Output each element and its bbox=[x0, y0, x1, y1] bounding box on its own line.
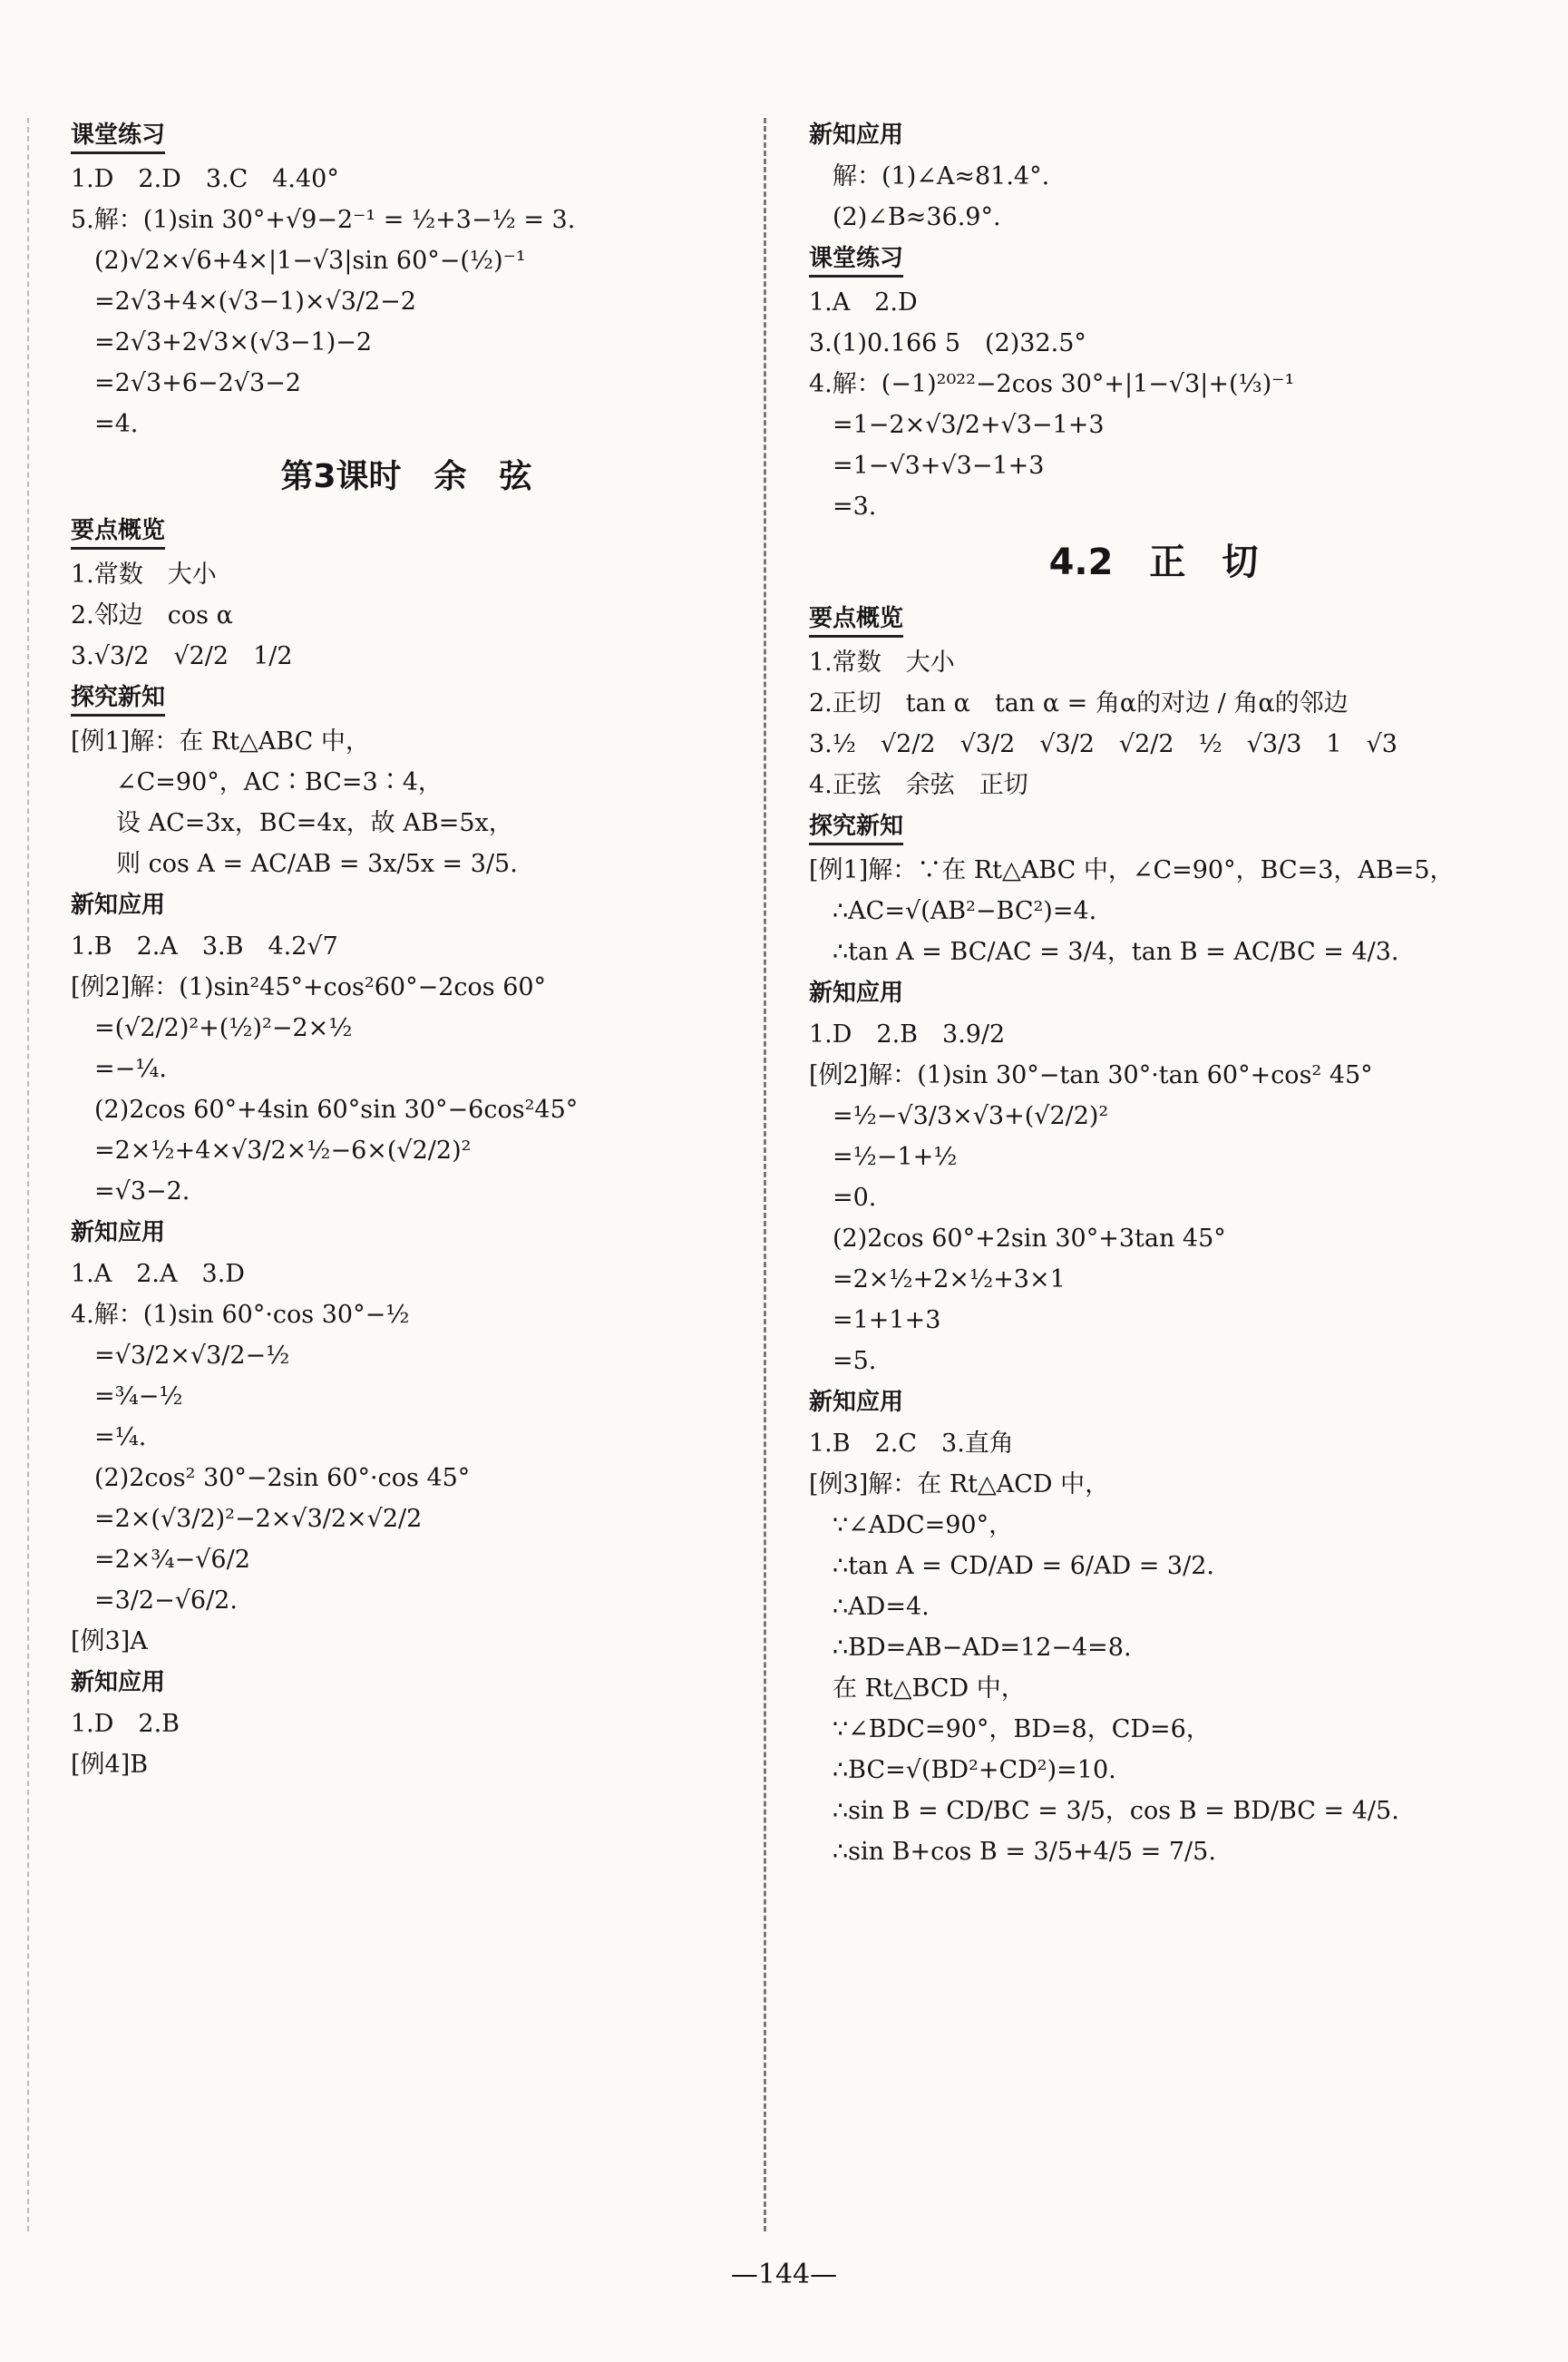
answer-line: =√3−2. bbox=[94, 1177, 190, 1205]
answer-line: =2×½+4×√3/2×½−6×(√2/2)² bbox=[94, 1137, 472, 1165]
answer-line: ∴sin B+cos B = 3/5+4/5 = 7/5. bbox=[833, 1838, 1216, 1866]
answer-line: =2√3+6−2√3−2 bbox=[94, 369, 301, 397]
answer-line: 1.常数 大小 bbox=[71, 561, 217, 589]
answer-line: ∴tan A = CD/AD = 6/AD = 3/2. bbox=[833, 1552, 1214, 1580]
answer-line: (2)2cos² 30°−2sin 60°·cos 45° bbox=[94, 1464, 471, 1492]
answer-line: 1.D 2.B bbox=[71, 1710, 180, 1738]
answer-line: 在 Rt△BCD 中， bbox=[833, 1674, 1026, 1703]
answer-line: 1.A 2.A 3.D bbox=[71, 1260, 245, 1288]
answer-line: (2)2cos 60°+2sin 30°+3tan 45° bbox=[833, 1225, 1226, 1253]
right-column bbox=[809, 114, 1498, 1872]
answer-line: 1.常数 大小 bbox=[809, 649, 955, 677]
answer-line: =3. bbox=[833, 493, 877, 521]
answer-line: ∴AC=√(AB²−BC²)=4. bbox=[833, 897, 1097, 925]
answer-line: ∠C=90°，AC∶BC=3∶4， bbox=[116, 768, 443, 796]
answer-line: =−¼. bbox=[94, 1055, 167, 1083]
subsection-heading: 新知应用 bbox=[71, 1219, 166, 1246]
answer-line: 3.½ √2/2 √3/2 √3/2 √2/2 ½ √3/3 1 √3 bbox=[809, 730, 1398, 758]
answer-line: 4.正弦 余弦 正切 bbox=[809, 771, 1028, 799]
section-heading-row bbox=[71, 510, 742, 554]
lesson-title: 第3课时 余 弦 bbox=[280, 458, 532, 495]
answer-line: =2×¾−√6/2 bbox=[94, 1546, 250, 1574]
answer-line: 则 cos A = AC/AB = 3x/5x = 3/5. bbox=[116, 850, 518, 878]
subsection-heading: 新知应用 bbox=[809, 1389, 904, 1416]
answer-line: =5. bbox=[833, 1347, 877, 1375]
answer-line: [例1]解：在 Rt△ABC 中， bbox=[71, 727, 370, 756]
answer-line: ∴tan A = BC/AC = 3/4，tan B = AC/BC = 4/3. bbox=[833, 938, 1399, 966]
answer-line: ∵∠BDC=90°，BD=8，CD=6， bbox=[833, 1715, 1211, 1743]
answer-line: [例3]解：在 Rt△ACD 中， bbox=[809, 1470, 1110, 1498]
answer-line: =3/2−√6/2. bbox=[94, 1586, 238, 1615]
answer-line: 4.解：(1)sin 60°·cos 30°−½ bbox=[71, 1301, 410, 1329]
answer-line: 设 AC=3x，BC=4x，故 AB=5x， bbox=[116, 809, 513, 837]
answer-line: 3.(1)0.166 5 (2)32.5° bbox=[809, 329, 1086, 357]
section-heading: 课堂练习 bbox=[809, 242, 903, 278]
subsection-heading: 新知应用 bbox=[809, 122, 904, 149]
answer-line: 1.D 2.D 3.C 4.40° bbox=[71, 165, 339, 193]
answer-line: ∴AD=4. bbox=[833, 1593, 930, 1621]
answer-line: (2)2cos 60°+4sin 60°sin 30°−6cos²45° bbox=[94, 1096, 579, 1124]
answer-line: =¼. bbox=[94, 1423, 147, 1451]
binding-edge-line bbox=[27, 118, 29, 2231]
answer-line: =(√2/2)²+(½)²−2×½ bbox=[94, 1014, 353, 1042]
section-heading-row bbox=[809, 238, 1498, 282]
answer-line: (2)∠B≈36.9°. bbox=[833, 203, 1001, 231]
answer-line: [例3]A bbox=[71, 1627, 148, 1655]
section-title: 4.2 正 切 bbox=[1048, 542, 1259, 583]
answer-line: =1−2×√3/2+√3−1+3 bbox=[833, 411, 1105, 439]
answer-line: =½−1+½ bbox=[833, 1143, 958, 1171]
section-heading: 探究新知 bbox=[809, 810, 903, 845]
answer-line: 1.B 2.C 3.直角 bbox=[809, 1430, 1014, 1458]
section-heading: 探究新知 bbox=[71, 681, 165, 717]
section-heading-row bbox=[71, 114, 742, 159]
section-heading: 课堂练习 bbox=[71, 119, 165, 154]
answer-line: =½−√3/3×√3+(√2/2)² bbox=[833, 1102, 1109, 1130]
answer-line: [例2]解：(1)sin 30°−tan 30°·tan 60°+cos² 45° bbox=[809, 1061, 1373, 1089]
answer-line: 4.解：(−1)²⁰²²−2cos 30°+|1−√3|+(⅓)⁻¹ bbox=[809, 370, 1295, 398]
left-column bbox=[71, 114, 742, 1785]
answer-line: =1−√3+√3−1+3 bbox=[833, 452, 1045, 480]
section-heading-row bbox=[809, 805, 1498, 850]
section-heading: 要点概览 bbox=[809, 602, 903, 638]
subsection-heading: 新知应用 bbox=[71, 892, 166, 919]
answer-line: ∵∠ADC=90°， bbox=[833, 1511, 1014, 1539]
answer-line: [例2]解：(1)sin²45°+cos²60°−2cos 60° bbox=[71, 973, 547, 1001]
column-divider bbox=[764, 118, 766, 2231]
page-number: —144— bbox=[730, 2259, 838, 2290]
answer-line: =0. bbox=[833, 1184, 877, 1212]
answer-line: 1.D 2.B 3.9/2 bbox=[809, 1020, 1006, 1049]
answer-line: 解：(1)∠A≈81.4°. bbox=[833, 162, 1050, 190]
answer-line: 1.A 2.D bbox=[809, 288, 918, 317]
subsection-heading: 新知应用 bbox=[809, 980, 904, 1007]
answer-line: =4. bbox=[94, 410, 139, 438]
answer-line: =2√3+2√3×(√3−1)−2 bbox=[94, 328, 373, 356]
subsection-heading: 新知应用 bbox=[71, 1669, 166, 1696]
answer-line: =2×(√3/2)²−2×√3/2×√2/2 bbox=[94, 1505, 423, 1533]
answer-line: =2×½+2×½+3×1 bbox=[833, 1265, 1066, 1293]
answer-line: =2√3+4×(√3−1)×√3/2−2 bbox=[94, 288, 416, 316]
answer-line: 2.邻边 cos α bbox=[71, 601, 233, 630]
answer-line: =¾−½ bbox=[94, 1382, 183, 1410]
answer-line: 5.解：(1)sin 30°+√9−2⁻¹ = ½+3−½ = 3. bbox=[71, 206, 576, 234]
answer-line: 3.√3/2 √2/2 1/2 bbox=[71, 642, 293, 670]
section-heading-row bbox=[71, 677, 742, 721]
answer-line: ∴sin B = CD/BC = 3/5，cos B = BD/BC = 4/5. bbox=[833, 1797, 1399, 1825]
answer-line: 2.正切 tan α tan α = 角α的对边 / 角α的邻边 bbox=[809, 689, 1349, 717]
answer-line: 1.B 2.A 3.B 4.2√7 bbox=[71, 932, 338, 961]
answer-line: =√3/2×√3/2−½ bbox=[94, 1342, 290, 1370]
answer-line: (2)√2×√6+4×|1−√3|sin 60°−(½)⁻¹ bbox=[94, 247, 526, 275]
section-heading: 要点概览 bbox=[71, 514, 165, 550]
answer-line: [例4]B bbox=[71, 1751, 149, 1779]
answer-line: ∴BC=√(BD²+CD²)=10. bbox=[833, 1756, 1116, 1784]
answer-line: [例1]解：∵在 Rt△ABC 中，∠C=90°，BC=3，AB=5， bbox=[809, 856, 1455, 884]
answer-line: ∴BD=AB−AD=12−4=8. bbox=[833, 1634, 1132, 1662]
section-heading-row bbox=[809, 598, 1498, 642]
answer-line: =1+1+3 bbox=[833, 1306, 941, 1334]
